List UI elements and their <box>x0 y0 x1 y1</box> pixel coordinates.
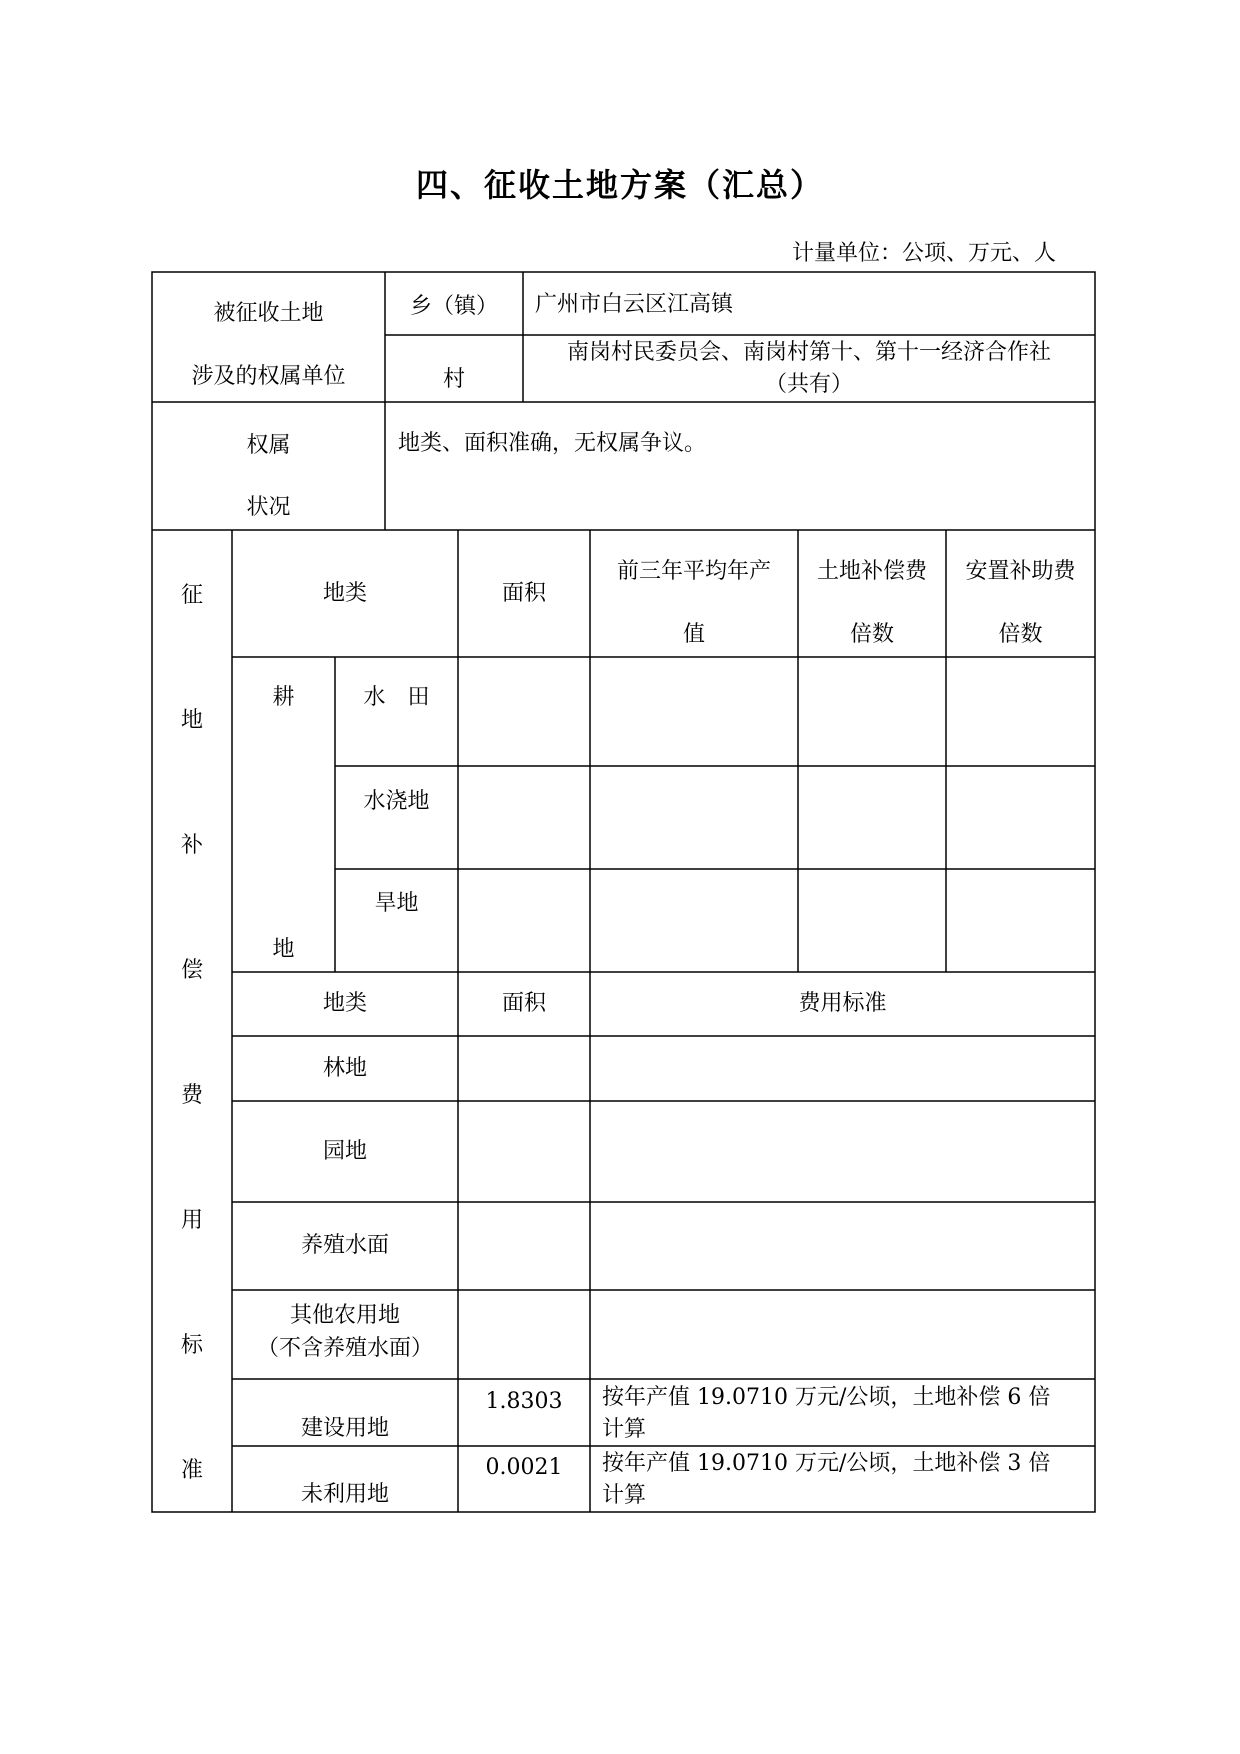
other-row-standard: 按年产值 19.0710 万元/公顷，土地补偿 6 倍 <box>602 1385 1051 1410</box>
other-header-land-type: 地类 <box>322 991 367 1016</box>
other-row-standard <box>602 1036 1092 1101</box>
other-row-type: 其他农用地 <box>289 1303 400 1328</box>
arable-row-area <box>458 869 590 972</box>
township-label: 乡（镇） <box>409 294 498 319</box>
side-label-char: 费 <box>180 1083 203 1108</box>
other-row-standard <box>602 1290 1092 1379</box>
other-row-type: 建设用地 <box>300 1416 389 1441</box>
side-label-char: 用 <box>180 1208 203 1233</box>
arable-header-area: 面积 <box>501 580 546 606</box>
arable-row-avg <box>590 657 798 766</box>
arable-row-avg <box>590 766 798 869</box>
other-row-area: 0.0021 <box>485 1455 563 1480</box>
arable-row-type: 水 田 <box>363 685 430 710</box>
arable-header-avg-line2: 值 <box>682 622 705 647</box>
other-row-area <box>458 1290 590 1379</box>
other-row-standard <box>602 1101 1092 1202</box>
arable-row-comp <box>798 766 946 869</box>
arable-row-comp <box>798 657 946 766</box>
status-value: 地类、面积准确，无权属争议。 <box>398 431 707 456</box>
arable-header-comp-line1: 土地补偿费 <box>816 559 927 584</box>
side-label-char: 征 <box>180 583 203 608</box>
other-row-standard <box>602 1202 1092 1290</box>
arable-group-bottom: 地 <box>272 937 295 962</box>
other-header-area: 面积 <box>501 991 546 1016</box>
village-label: 村 <box>442 367 465 392</box>
arable-header-resettle-line2: 倍数 <box>998 622 1043 647</box>
status-label-line2: 状况 <box>246 495 291 520</box>
other-row-type: 未利用地 <box>300 1482 389 1507</box>
owner-label-line2: 涉及的权属单位 <box>191 364 346 389</box>
other-row-type-note: （不含养殖水面） <box>256 1336 433 1361</box>
side-label-char: 标 <box>180 1333 203 1358</box>
side-label-char: 地 <box>180 708 203 733</box>
other-row-area <box>458 1101 590 1202</box>
other-row-type: 养殖水面 <box>300 1233 389 1258</box>
township-value: 广州市白云区江高镇 <box>535 292 734 317</box>
arable-row-resettle <box>946 766 1095 869</box>
page-title: 四、征收土地方案（汇总） <box>415 166 824 204</box>
side-label-char: 补 <box>180 833 203 858</box>
other-row-area <box>458 1202 590 1290</box>
arable-header-comp-line2: 倍数 <box>849 622 894 647</box>
arable-row-avg <box>590 869 798 972</box>
arable-row-area <box>458 766 590 869</box>
arable-row-area <box>458 657 590 766</box>
village-value-line2: （共有） <box>764 372 853 397</box>
other-row-standard: 按年产值 19.0710 万元/公顷，土地补偿 3 倍 <box>602 1451 1051 1476</box>
arable-row-resettle <box>946 657 1095 766</box>
arable-header-resettle-line1: 安置补助费 <box>965 559 1076 584</box>
unit-note: 计量单位：公项、万元、人 <box>791 241 1056 266</box>
other-header-standard: 费用标准 <box>798 991 887 1016</box>
arable-header-avg-line1: 前三年平均年产 <box>616 559 771 584</box>
arable-group-top: 耕 <box>272 685 295 710</box>
arable-row-resettle <box>946 869 1095 972</box>
arable-row-comp <box>798 869 946 972</box>
other-row-standard-cont: 计算 <box>602 1417 647 1442</box>
owner-label-line1: 被征收土地 <box>213 301 324 326</box>
other-row-type: 园地 <box>322 1138 367 1164</box>
side-label-char: 准 <box>180 1458 203 1483</box>
other-row-standard-cont: 计算 <box>602 1483 647 1508</box>
arable-row-type: 旱地 <box>374 891 419 916</box>
other-row-area <box>458 1036 590 1101</box>
other-row-area: 1.8303 <box>485 1389 563 1414</box>
side-label-char: 偿 <box>180 958 203 983</box>
arable-row-type: 水浇地 <box>363 789 430 814</box>
village-value-line1: 南岗村民委员会、南岗村第十、第十一经济合作社 <box>566 340 1051 365</box>
other-row-type: 林地 <box>322 1055 367 1081</box>
arable-header-land-type: 地类 <box>322 580 367 606</box>
status-label-line1: 权属 <box>246 433 291 458</box>
